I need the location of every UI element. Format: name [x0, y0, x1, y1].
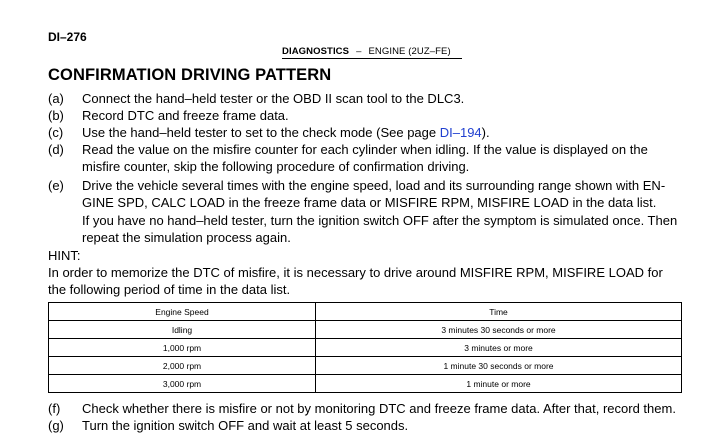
step-a-text: Connect the hand–held tester or the OBD II scan tool to the DLC3.: [82, 91, 465, 106]
step-c-tail: ).: [481, 125, 490, 140]
step-e-label: (e): [48, 178, 64, 193]
time-cell: 1 minute or more: [316, 375, 682, 393]
step-d-line-1: Read the value on the misfire counter for each cylinder when idling. If the value is displayed on the: [82, 142, 648, 157]
step-g-label: (g): [48, 418, 64, 433]
step-f-label: (f): [48, 401, 61, 416]
step-f-text: Check whether there is misfire or not by monitoring DTC and freeze frame data. After that, record them.: [82, 401, 676, 416]
table-row: [49, 321, 682, 339]
step-c-body: Use the hand–held tester to set to the check mode (See page: [82, 125, 440, 140]
step-e-line-3: If you have no hand–held tester, turn the ignition switch OFF after the symptom is simulated once. Then: [82, 213, 678, 228]
hint-line-2: the following period of time in the data list.: [48, 282, 291, 297]
hint-line-1: In order to memorize the DTC of misfire, it is necessary to drive around MISFIRE RPM, MISFIRE LOAD for: [48, 265, 663, 280]
step-e-line-2: GINE SPD, CALC LOAD in the freeze frame data or MISFIRE RPM, MISFIRE LOAD in the data list.: [82, 195, 657, 210]
step-b-text: Record DTC and freeze frame data.: [82, 108, 289, 123]
hint-label: HINT:: [48, 248, 81, 263]
page-number: DI–276: [48, 30, 87, 44]
table-row: [49, 357, 682, 375]
header-section: DIAGNOSTICS: [282, 46, 350, 57]
table-row: [49, 339, 682, 357]
table-header-row: [49, 303, 682, 321]
step-e-line-4: repeat the simulation process again.: [82, 230, 291, 245]
step-d-label: (d): [48, 142, 64, 157]
column-header-engine-speed: Engine Speed: [49, 303, 316, 321]
time-cell: 1 minute 30 seconds or more: [316, 357, 682, 375]
time-cell: 3 minutes or more: [316, 339, 682, 357]
page-reference-link[interactable]: DI–194: [439, 125, 482, 140]
step-c-label: (c): [48, 125, 64, 140]
engine-speed-cell: 3,000 rpm: [49, 375, 316, 393]
step-e-line-1: Drive the vehicle several times with the engine speed, load and its surrounding range shown with EN-: [82, 178, 666, 193]
header-rule: [282, 58, 462, 59]
engine-speed-cell: 1,000 rpm: [49, 339, 316, 357]
engine-speed-table: [48, 302, 682, 393]
table-row: [49, 375, 682, 393]
step-b-label: (b): [48, 108, 64, 123]
time-cell: 3 minutes 30 seconds or more: [316, 321, 682, 339]
step-g-text: Turn the ignition switch OFF and wait at least 5 seconds.: [82, 418, 409, 433]
step-a-label: (a): [48, 91, 64, 106]
running-header: [282, 46, 451, 57]
header-separator: –: [356, 46, 362, 57]
page-title: CONFIRMATION DRIVING PATTERN: [48, 66, 332, 84]
engine-speed-cell: Idling: [49, 321, 316, 339]
step-d-line-2: misfire counter, skip the following procedure of confirmation driving.: [82, 159, 470, 174]
column-header-time: Time: [316, 303, 682, 321]
step-c-text: [82, 125, 490, 140]
header-subsection: ENGINE (2UZ–FE): [368, 46, 451, 57]
engine-speed-cell: 2,000 rpm: [49, 357, 316, 375]
